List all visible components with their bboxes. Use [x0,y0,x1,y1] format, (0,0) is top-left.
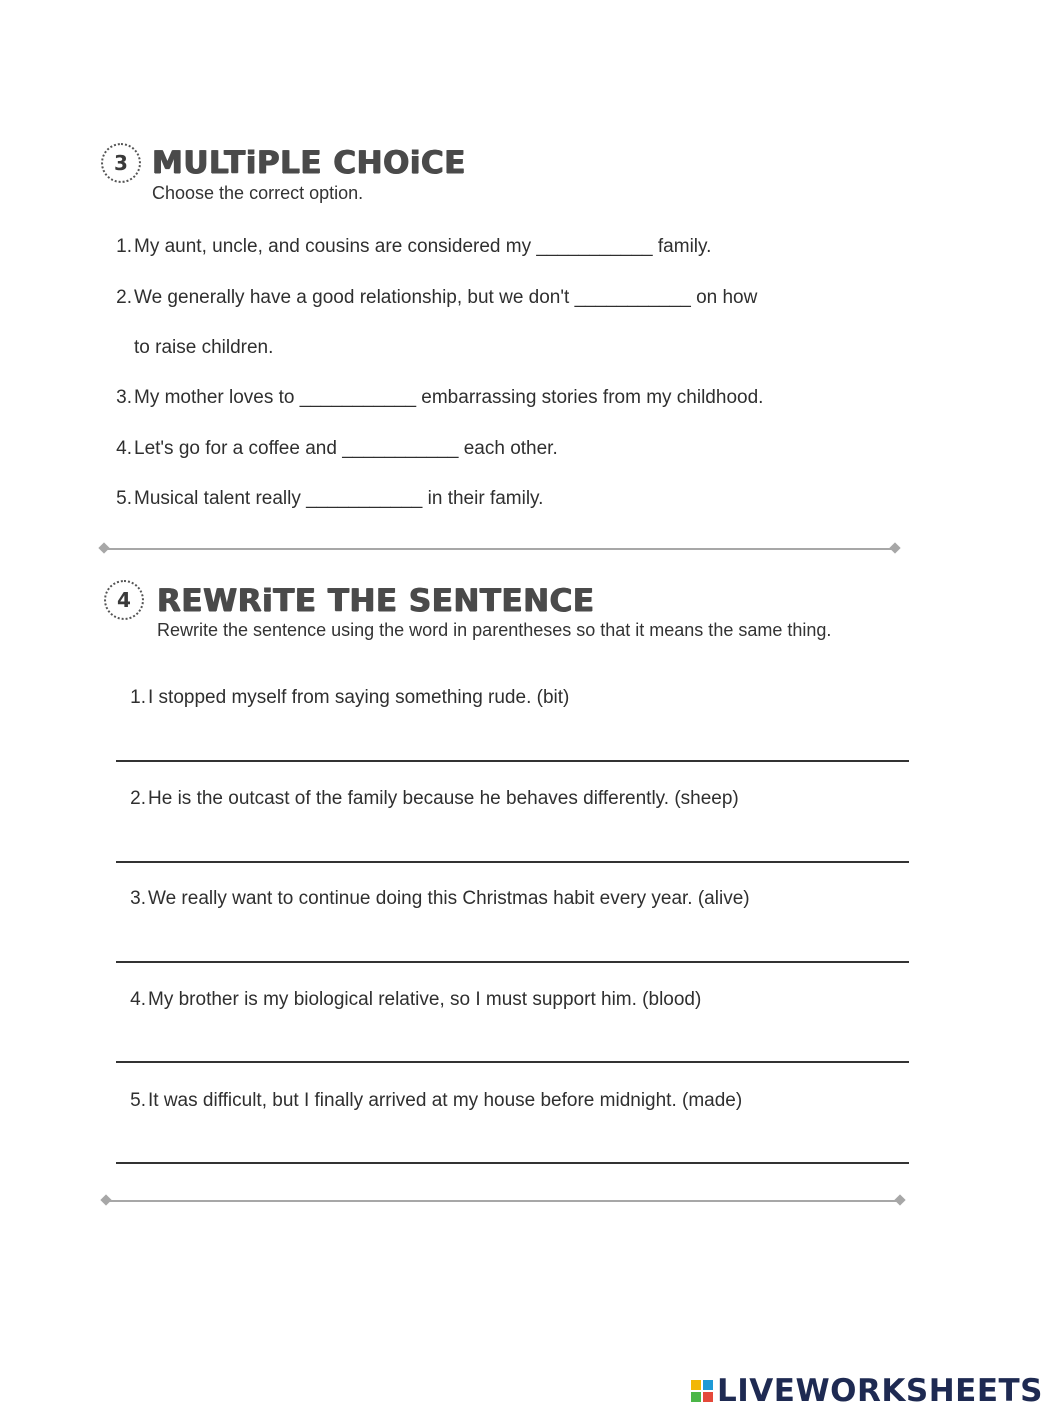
section-divider [106,1200,900,1202]
mc-question-3 [114,387,763,409]
question-text: Let's go for a coffee and ___________ each other. [134,438,558,459]
rewrite-question-4 [128,989,701,1011]
answer-line[interactable] [116,1061,909,1063]
question-text: Musical talent really ___________ in their family. [134,488,544,509]
section-4-number-badge [104,580,144,620]
mc-question-1 [114,236,711,258]
question-number: 3. [130,888,146,909]
question-text: It was difficult, but I finally arrived at my house before midnight. (made) [148,1090,743,1111]
section-4-instruction: Rewrite the sentence using the word in parentheses so that it means the same thing. [157,620,832,640]
rewrite-question-2 [128,788,739,810]
section-divider [104,548,895,550]
section-4-title: REWRiTE THE SENTENCE [157,583,595,619]
answer-line[interactable] [116,961,909,963]
question-text: My aunt, uncle, and cousins are considered my ___________ family. [134,236,712,257]
section-3-number: 3 [114,151,128,175]
question-text: We generally have a good relationship, but we don't ___________ on how [134,287,758,308]
question-text: We really want to continue doing this Christmas habit every year. (alive) [148,888,750,909]
logo-square [703,1380,713,1390]
logo-square [691,1392,701,1402]
question-text: He is the outcast of the family because he behaves differently. (sheep) [148,788,739,809]
question-number: 3. [116,387,132,408]
mc-question-5 [114,488,543,510]
rewrite-question-1 [128,687,569,709]
answer-line[interactable] [116,861,909,863]
mc-question-4 [114,438,558,460]
liveworksheets-logo[interactable] [691,1373,1043,1409]
question-number: 2. [116,287,132,308]
question-text: to raise children. [134,337,274,358]
question-number: 1. [116,236,132,257]
question-number: 4. [130,989,146,1010]
mc-question-2-continued [114,337,273,359]
answer-line[interactable] [116,1162,909,1164]
rewrite-question-5 [128,1090,742,1112]
logo-squares-icon [691,1380,713,1402]
question-text: My mother loves to ___________ embarrassing stories from my childhood. [134,387,764,408]
logo-square [691,1380,701,1390]
rewrite-question-3 [128,888,750,910]
section-3-instruction: Choose the correct option. [152,183,364,203]
logo-text: LIVEWORKSHEETS [717,1373,1043,1409]
logo-square [703,1392,713,1402]
question-number: 2. [130,788,146,809]
answer-line[interactable] [116,760,909,762]
question-number: 5. [130,1090,146,1111]
question-number: 5. [116,488,132,509]
mc-question-2 [114,287,757,309]
question-number: 4. [116,438,132,459]
question-number: 1. [130,687,146,708]
section-4-number: 4 [117,588,131,612]
section-3-number-badge [101,143,141,183]
section-3-title: MULTiPLE CHOiCE [152,145,466,181]
question-text: My brother is my biological relative, so I must support him. (blood) [148,989,702,1010]
question-text: I stopped myself from saying something rude. (bit) [148,687,570,708]
